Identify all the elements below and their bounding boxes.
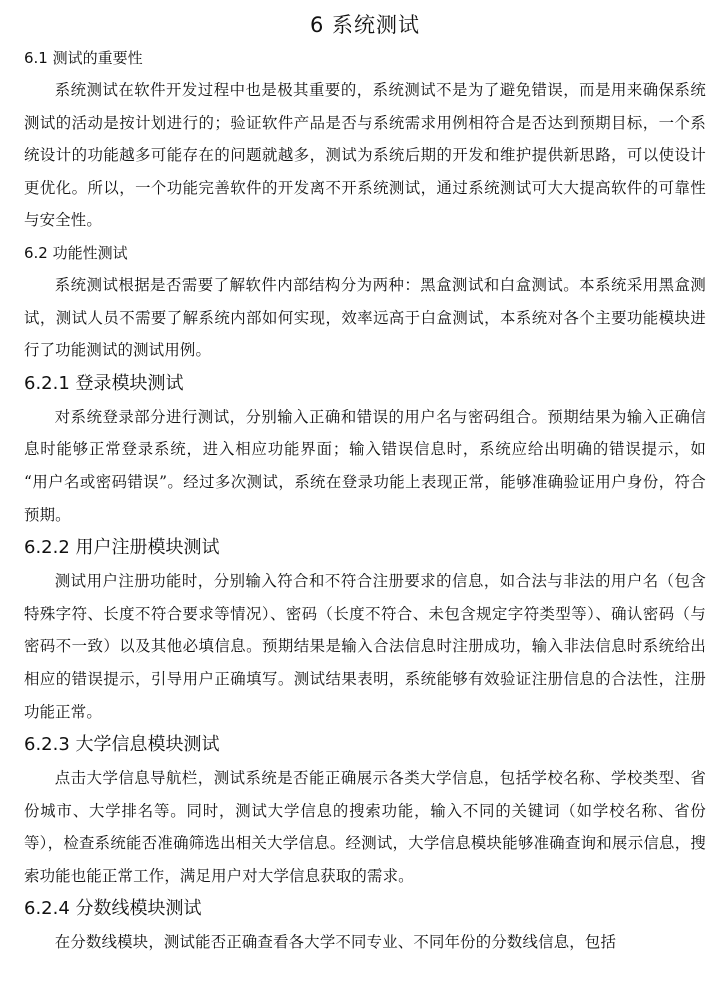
section-paragraph-6-2-2: 测试用户注册功能时，分别输入符合和不符合注册要求的信息，如合法与非法的用户名（包含特殊字符、长度不符合要求等情况）、密码（长度不符合、未包含规定字符类型等）、确认密码（与密码不一致）以及其他必填信息。预期结果是输入合法信息时注册成功，输入非法信息时系统给出相应的错误提示，引导用户正确填写。测试结果表明，系统能够有效验证注册信息的合法性，注册功能正常。 [24,572,706,721]
section-paragraph-6-2-4: 在分数线模块，测试能否正确查看各大学不同专业、不同年份的分数线信息，包括 [54,933,617,952]
section-paragraph-6-2-3: 点击大学信息导航栏，测试系统是否能正确展示各类大学信息，包括学校名称、学校类型、省份城市、大学排名等。同时，测试大学信息的搜索功能，输入不同的关键词（如学校名称、省份等），检查系统能否准确筛选出相关大学信息。经测试，大学信息模块能够准确查询和展示信息，搜索功能也能正常工作，满足用户对大学信息获取的需求。 [24,769,706,885]
section-paragraph-6-2-4-clip [24,926,706,956]
section-heading-6-2: 6.2 功能性测试 [24,243,128,262]
document-page [24,0,706,956]
section-heading-6-2-3: 6.2.3 大学信息模块测试 [24,734,220,756]
section-paragraph-6-2: 系统测试根据是否需要了解软件内部结构分为两种：黑盒测试和白盒测试。本系统采用黑盒测试，测试人员不需要了解系统内部如何实现，效率远高于白盒测试，本系统对各个主要功能模块进行了功能测试的测试用例。 [24,275,706,360]
chapter-title: 6 系统测试 [309,13,421,37]
section-heading-6-2-2: 6.2.2 用户注册模块测试 [24,537,220,559]
section-heading-6-1: 6.1 测试的重要性 [24,49,143,67]
section-paragraph-6-1: 系统测试在软件开发过程中也是极其重要的，系统测试不是为了避免错误，而是用来确保系统测试的活动是按计划进行的；验证软件产品是否与系统需求用例相符合是否达到预期目标，一个系统设计的功能越多可能存在的问题就越多，测试为系统后期的开发和维护提供新思路，可以使设计更优化。所以，一个功能完善软件的开发离不开系统测试，通过系统测试可大大提高软件的可靠性与安全性。 [24,81,706,230]
section-heading-6-2-1: 6.2.1 登录模块测试 [24,372,184,394]
section-paragraph-6-2-1: 对系统登录部分进行测试，分别输入正确和错误的用户名与密码组合。预期结果为输入正确信息时能够正常登录系统，进入相应功能界面；输入错误信息时，系统应给出明确的错误提示，如 “用户名或密码错误”。经过多次测试，系统在登录功能上表现正常，能够准确验证用户身份，符合预期。 [24,407,706,524]
section-heading-6-2-4: 6.2.4 分数线模块测试 [24,898,202,920]
